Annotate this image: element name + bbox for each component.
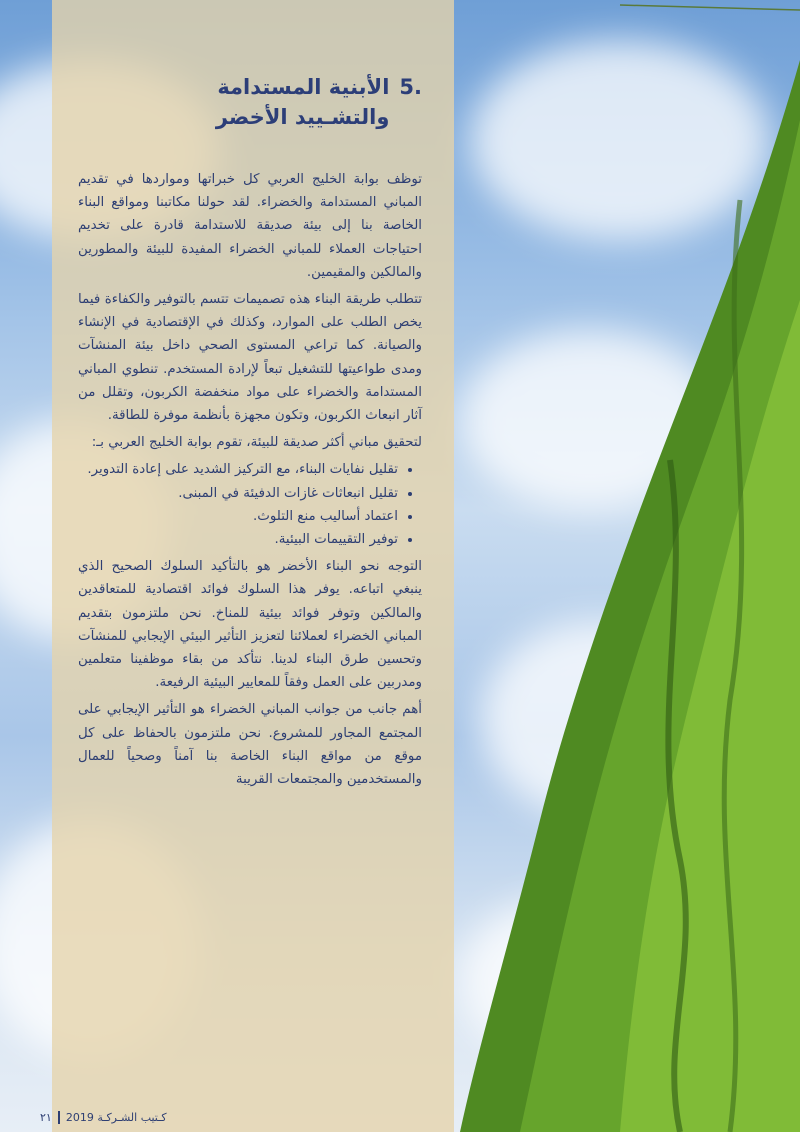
footer-divider — [58, 1111, 60, 1124]
section-number: 5. — [399, 75, 422, 99]
section-title-line2: والتشـييد الأخضر — [215, 105, 390, 129]
list-item: • اعتماد أساليب منع التلوث. — [78, 505, 398, 528]
paragraph-5: أهم جانب من جوانب المباني الخضراء هو التأثير الإيجابي على المجتمع المجاور للمشروع. نحن ملتزمون بالحفاظ على كل موقع من مواقع البناء الخاصة بنا آمناً وصحياً للعمال والمستخدمين والمجتمعات القريبة — [78, 702, 422, 788]
section-heading — [78, 72, 422, 132]
page-content — [78, 72, 422, 795]
list-item: • تقليل انبعاثات غازات الدفيئة في المبنى. — [78, 482, 398, 505]
paragraph-4: التوجه نحو البناء الأخضر هو بالتأكيد السلوك الصحيح الذي ينبغي اتباعه. يوفر هذا السلوك فوائد اقتصادية للمتعاقدين والمالكين وتوفر فوائد بيئية للمناخ. نحن ملتزمون بتقديم المباني الخضراء لعملائنا لتعزيز التأثير البيئي الإيجابي للمنشآت وتحسين طرق البناء لدينا. نتأكد من بقاء موظفينا متعلمين ومدربين على العمل وفقاً للمعايير البيئية الرفيعة. — [78, 559, 422, 691]
list-item: • تقليل نفايات البناء، مع التركيز الشديد على إعادة التدوير. — [78, 458, 398, 481]
section-title-line1: الأبنية المستدامة — [217, 75, 390, 99]
page-footer — [40, 1111, 167, 1124]
footer-label: كـتيب الشـركـة 2019 — [65, 1111, 167, 1124]
paragraph-1: توظف بوابة الخليج العربي كل خبراتها ومواردها في تقديم المباني المستدامة والخضراء. لقد حولنا مكاتبنا ومواقع البناء الخاصة بنا إلى بيئة صديقة للاستدامة قادرة على تخديم احتياجات العملاء للمباني الخضراء المفيدة للبيئة والمطورين والمالكين والمقيمين. — [78, 172, 422, 280]
paragraph-2: تتطلب طريقة البناء هذه تصميمات تتسم بالتوفير والكفاءة فيما يخص الطلب على الموارد، وكذلك في الإقتصادية في الإنشاء والصيانة. كما تراعي المستوى الصحي داخل بيئة المنشآت ومدى طواعيتها للتشغيل تبعاً لإرادة المستخدم. تنطوي المباني المستدامة والخضراء على مواد منخفضة الكربون، وتقلل من آثار انبعاث الكربون، وتكون مجهزة بأنظمة موفرة للطاقة. — [78, 292, 422, 424]
bullet-list — [78, 458, 422, 551]
list-item: • توفير التقييمات البيئية. — [78, 528, 398, 551]
page-number: ٢١ — [40, 1111, 52, 1124]
paragraph-3: لتحقيق مباني أكثر صديقة للبيئة، تقوم بوابة الخليج العربي بـ: — [91, 435, 422, 451]
green-vines-image — [420, 0, 800, 1132]
